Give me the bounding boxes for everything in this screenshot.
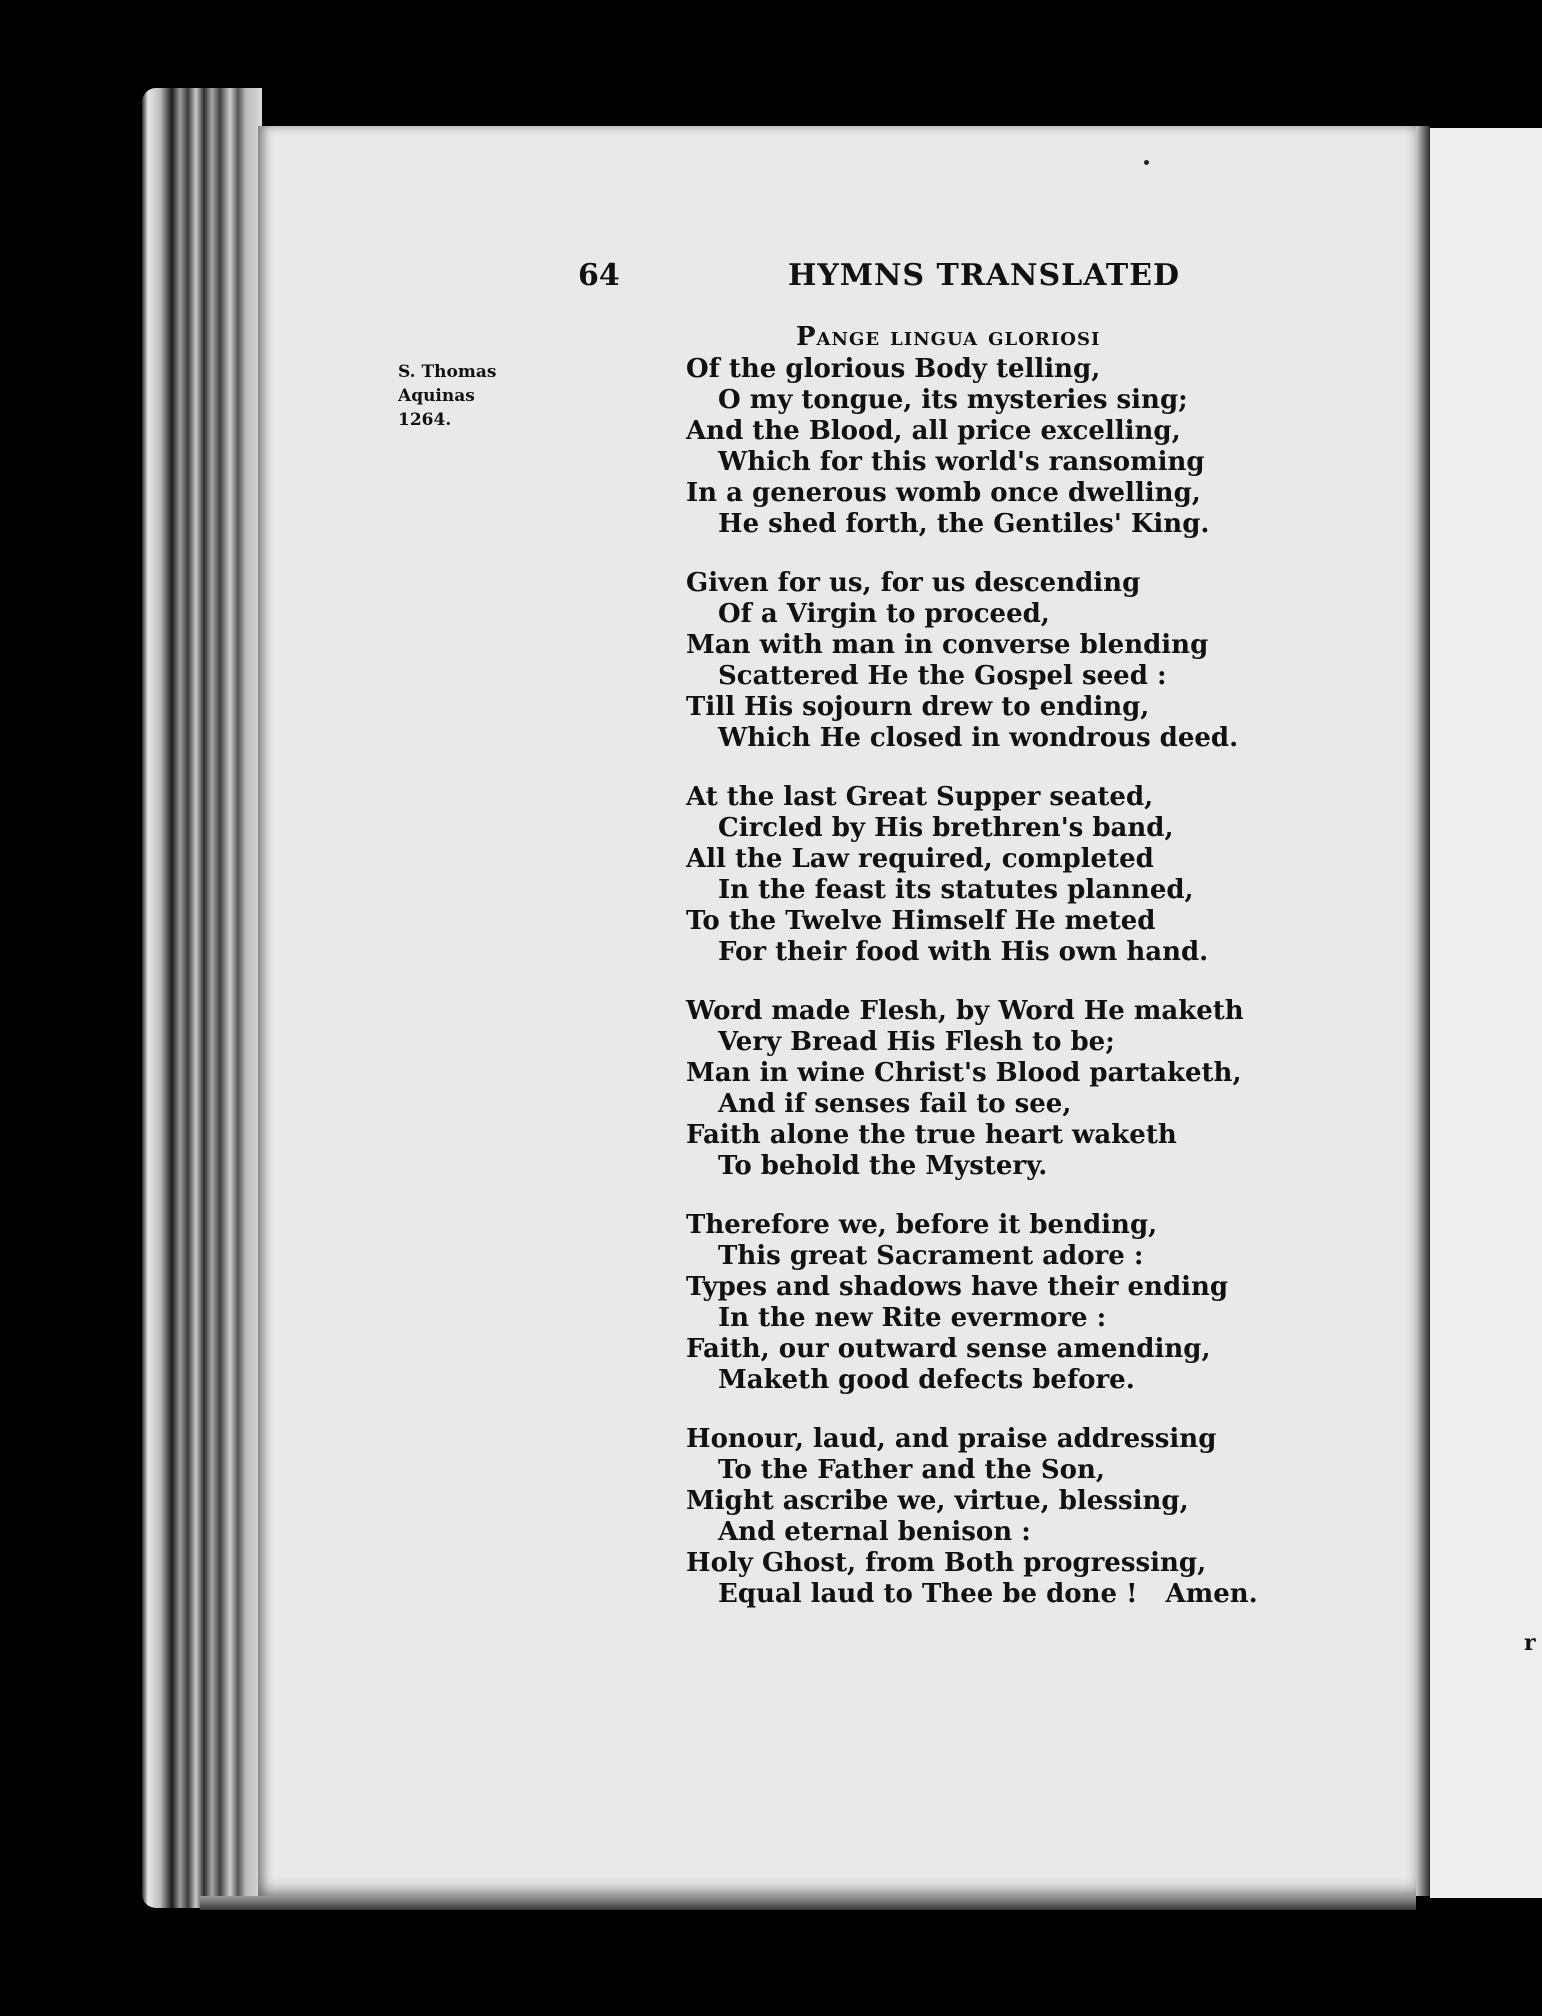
verse-line: Honour, laud, and praise addressing bbox=[686, 1424, 1217, 1454]
verse-line: And eternal benison : bbox=[718, 1517, 1031, 1547]
verse-line: Which for this world's ransoming bbox=[718, 447, 1205, 477]
stanza-4 bbox=[686, 996, 1246, 1182]
verse-line: This great Sacrament adore : bbox=[718, 1241, 1144, 1271]
stanza-3 bbox=[686, 782, 1246, 968]
verse-line: Faith alone the true heart waketh bbox=[686, 1120, 1177, 1150]
verse-line: At the last Great Supper seated, bbox=[686, 782, 1154, 812]
book-page-edges bbox=[142, 88, 262, 1908]
verse-line: In a generous womb once dwelling, bbox=[686, 478, 1201, 508]
stanza-1 bbox=[686, 354, 1246, 540]
amen: Amen. bbox=[1165, 1579, 1258, 1609]
verse-line: He shed forth, the Gentiles' King. bbox=[718, 509, 1210, 539]
verse-line: To the Twelve Himself He meted bbox=[686, 906, 1156, 936]
verse-line: Word made Flesh, by Word He maketh bbox=[686, 996, 1244, 1026]
verse-line: Of a Virgin to proceed, bbox=[718, 599, 1050, 629]
verse-line: Types and shadows have their ending bbox=[686, 1272, 1229, 1302]
verse-line: Circled by His brethren's band, bbox=[718, 813, 1174, 843]
verse-line: Man in wine Christ's Blood partaketh, bbox=[686, 1058, 1242, 1088]
verse-line: And if senses fail to see, bbox=[718, 1089, 1072, 1119]
verse-line: Till His sojourn drew to ending, bbox=[686, 692, 1150, 722]
verse-line: Holy Ghost, from Both progressing, bbox=[686, 1548, 1207, 1578]
verse-line: O my tongue, its mysteries sing; bbox=[718, 385, 1188, 415]
page-gutter bbox=[1416, 126, 1430, 1896]
verse-line: Faith, our outward sense amending, bbox=[686, 1334, 1211, 1364]
stanza-5 bbox=[686, 1210, 1246, 1396]
verse-line-final bbox=[686, 1579, 1258, 1610]
verse-line: To the Father and the Son, bbox=[718, 1455, 1105, 1485]
author-year: 1264. bbox=[398, 410, 452, 430]
verse-line: Man with man in converse blending bbox=[686, 630, 1209, 660]
page-bottom-edge bbox=[200, 1896, 1416, 1910]
verse-line: Given for us, for us descending bbox=[686, 568, 1141, 598]
verse-line-text: Equal laud to Thee be done ! bbox=[718, 1579, 1138, 1609]
hymn-text bbox=[686, 354, 1258, 1638]
verse-line: All the Law required, completed bbox=[686, 844, 1154, 874]
author-name-line-1: S. Thomas bbox=[398, 362, 497, 382]
facing-page-fragment: r bbox=[1524, 1630, 1536, 1656]
hymn-title: Pange lingua gloriosi bbox=[796, 322, 1101, 352]
verse-line: For their food with His own hand. bbox=[718, 937, 1209, 967]
stanza-2 bbox=[686, 568, 1246, 754]
verse-line: Maketh good defects before. bbox=[718, 1365, 1135, 1395]
verse-line: Which He closed in wondrous deed. bbox=[718, 723, 1239, 753]
verse-line: To behold the Mystery. bbox=[718, 1151, 1048, 1181]
author-attribution bbox=[398, 360, 496, 432]
running-head: HYMNS TRANSLATED bbox=[788, 258, 1181, 293]
verse-line: Might ascribe we, virtue, blessing, bbox=[686, 1486, 1189, 1516]
verse-line: And the Blood, all price excelling, bbox=[686, 416, 1181, 446]
author-name-line-2: Aquinas bbox=[398, 386, 475, 406]
ink-speck bbox=[1144, 160, 1149, 165]
page-number: 64 bbox=[578, 258, 620, 293]
verse-line: In the new Rite evermore : bbox=[718, 1303, 1107, 1333]
verse-line: Scattered He the Gospel seed : bbox=[718, 661, 1167, 691]
verse-line: Very Bread His Flesh to be; bbox=[718, 1027, 1115, 1057]
verse-line: Of the glorious Body telling, bbox=[686, 354, 1101, 384]
verse-line: Therefore we, before it bending, bbox=[686, 1210, 1158, 1240]
verse-line: In the feast its statutes planned, bbox=[718, 875, 1194, 905]
stanza-6 bbox=[686, 1424, 1258, 1610]
